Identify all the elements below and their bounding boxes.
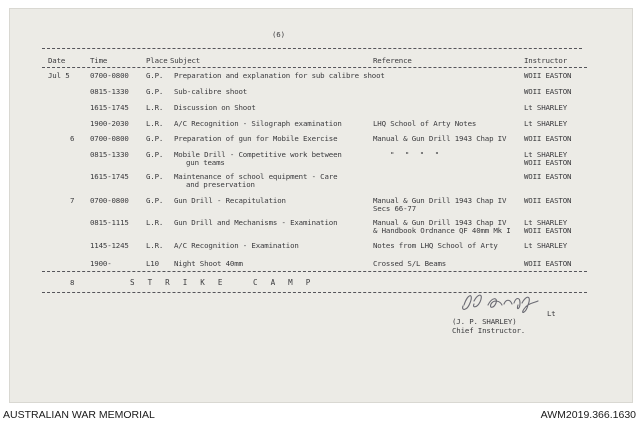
footer-institution: AUSTRALIAN WAR MEMORIAL — [3, 409, 155, 421]
row-place: L10 — [146, 259, 159, 268]
header-time: Time — [90, 56, 108, 65]
signature-handwriting — [458, 289, 540, 317]
row-time: 0700-0800 — [90, 71, 129, 80]
row-instructor: Lt SHARLEY — [524, 150, 567, 159]
row-subject-continued: gun teams — [186, 158, 225, 167]
row-instructor: WOII EASTON — [524, 196, 572, 205]
row-time: 1615-1745 — [90, 103, 129, 112]
signatory-name: (J. P. SHARLEY) — [452, 317, 517, 326]
page-number: (6) — [272, 30, 285, 39]
row-subject: Night Shoot 40mm — [174, 259, 243, 268]
row-instructor: WOII EASTON — [524, 259, 572, 268]
row-reference: Crossed S/L Beams — [373, 259, 447, 268]
row-subject: Maintenance of school equipment - Care — [174, 172, 338, 181]
row-time: 1145-1245 — [90, 241, 129, 250]
row-date: Jul 5 — [48, 71, 70, 80]
row-instructor: WOII EASTON — [524, 87, 572, 96]
row-instructor: WOII EASTON — [524, 134, 572, 143]
row-instructor: Lt SHARLEY — [524, 103, 567, 112]
footer-accession-number: AWM2019.366.1630 — [540, 409, 636, 421]
row-time: 0700-0800 — [90, 134, 129, 143]
row-subject: Preparation of gun for Mobile Exercise — [174, 134, 338, 143]
row-subject: A/C Recognition - Silograph examination — [174, 119, 342, 128]
row-instructor: Lt SHARLEY — [524, 119, 567, 128]
row-reference: Manual & Gun Drill 1943 Chap IV — [373, 218, 507, 227]
row-reference: Manual & Gun Drill 1943 Chap IV — [373, 196, 507, 205]
row-reference: " " " " — [390, 150, 443, 159]
header-instructor: Instructor — [524, 56, 567, 65]
row-instructor: Lt SHARLEY — [524, 218, 567, 227]
strike-top-divider — [42, 271, 587, 272]
row-time: 0815-1330 — [90, 150, 129, 159]
row-subject: Mobile Drill - Competitive work between — [174, 150, 342, 159]
row-subject-continued: and preservation — [186, 180, 255, 189]
row-place: G.P. — [146, 71, 164, 80]
row-place: G.P. — [146, 87, 164, 96]
row-subject: Gun Drill - Recapitulation — [174, 196, 286, 205]
row-subject: Preparation and explanation for sub calibre shoot — [174, 71, 385, 80]
row-subject: Sub-calibre shoot — [174, 87, 248, 96]
row-reference: Notes from LHQ School of Arty — [373, 241, 498, 250]
row-instructor: WOII EASTON — [524, 71, 572, 80]
row-date: 6 — [70, 134, 75, 143]
row-place: G.P. — [146, 134, 164, 143]
row-subject: Discussion on Shoot — [174, 103, 256, 112]
row-place: L.R. — [146, 119, 164, 128]
row-instructor-second: WOII EASTON — [524, 158, 572, 167]
header-reference: Reference — [373, 56, 412, 65]
row-reference-continued: Secs 66-77 — [373, 204, 416, 213]
row-place: L.R. — [146, 103, 164, 112]
row-place: G.P. — [146, 172, 164, 181]
row-time: 1900- — [90, 259, 112, 268]
header-place: Place — [146, 56, 168, 65]
row-subject: Gun Drill and Mechanisms - Examination — [174, 218, 338, 227]
row-instructor-second: WOII EASTON — [524, 226, 572, 235]
header-date: Date — [48, 56, 66, 65]
row-date: 7 — [70, 196, 75, 205]
document-page — [9, 8, 633, 403]
row-place: G.P. — [146, 150, 164, 159]
row-instructor: WOII EASTON — [524, 172, 572, 181]
row-place: L.R. — [146, 241, 164, 250]
row-place: L.R. — [146, 218, 164, 227]
row-time: 0700-0800 — [90, 196, 129, 205]
header-subject: Subject — [170, 56, 201, 65]
signatory-title: Chief Instructor. — [452, 326, 526, 335]
top-divider — [42, 48, 582, 49]
row-reference: Manual & Gun Drill 1943 Chap IV — [373, 134, 507, 143]
header-divider — [42, 67, 587, 68]
row-subject: A/C Recognition - Examination — [174, 241, 299, 250]
row-reference: LHQ School of Arty Notes — [373, 119, 477, 128]
strike-date: 8 — [70, 278, 75, 287]
signature-suffix: Lt — [547, 309, 556, 318]
row-instructor: Lt SHARLEY — [524, 241, 567, 250]
row-reference-continued: & Handbook Ordnance QF 40mm Mk I — [373, 226, 511, 235]
row-time: 1900-2030 — [90, 119, 129, 128]
row-time: 1615-1745 — [90, 172, 129, 181]
row-time: 0815-1115 — [90, 218, 129, 227]
row-place: G.P. — [146, 196, 164, 205]
strike-camp-text: STRIKE CAMP — [130, 278, 324, 287]
row-time: 0815-1330 — [90, 87, 129, 96]
